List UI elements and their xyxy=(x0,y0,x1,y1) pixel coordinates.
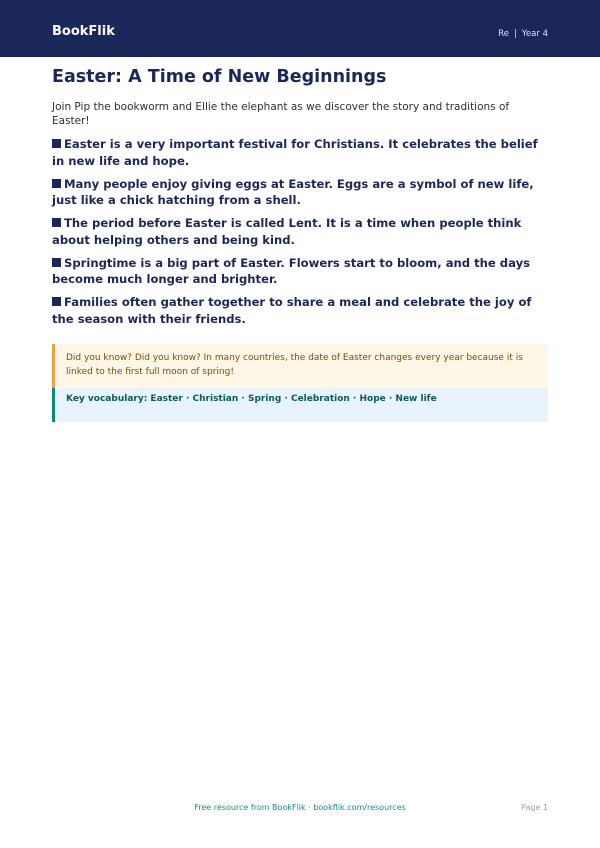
list-item xyxy=(52,294,548,327)
point-text: Springtime is a big part of Easter. Flowers start to bloom, and the days become much longer and brighter. xyxy=(52,255,531,286)
point-text: Families often gather together to share a meal and celebrate the joy of the season with their friends. xyxy=(52,295,532,326)
list-item xyxy=(52,136,548,169)
header-meta xyxy=(498,28,548,40)
page-number: Page 1 xyxy=(521,803,548,812)
brand-logo: BookFlik xyxy=(52,24,115,39)
square-bullet-icon xyxy=(52,258,61,267)
square-bullet-icon xyxy=(52,179,61,188)
key-vocabulary-box: Key vocabulary: Easter · Christian · Spring · Celebration · Hope · New life xyxy=(52,388,548,422)
list-item xyxy=(52,255,548,288)
did-you-know-callout: Did you know? Did you know? In many countries, the date of Easter changes every year because it is linked to the first full moon of spring! xyxy=(52,344,548,388)
square-bullet-icon xyxy=(52,139,61,148)
square-bullet-icon xyxy=(52,297,61,306)
meta-separator: | xyxy=(514,29,517,39)
key-points-list xyxy=(52,136,548,327)
year-label: Year 4 xyxy=(521,29,548,39)
square-bullet-icon xyxy=(52,218,61,227)
point-text: Easter is a very important festival for Christians. It celebrates the belief in new life and hope. xyxy=(52,137,538,168)
point-text: The period before Easter is called Lent. It is a time when people think about helping others and being kind. xyxy=(52,216,522,247)
point-text: Many people enjoy giving eggs at Easter. Eggs are a symbol of new life, just like a chick hatching from a shell. xyxy=(52,176,534,207)
subject-label: Re xyxy=(498,29,510,39)
list-item xyxy=(52,176,548,209)
page-header xyxy=(0,0,600,57)
list-item xyxy=(52,215,548,248)
intro-text: Join Pip the bookworm and Ellie the elephant as we discover the story and traditions of Easter! xyxy=(52,101,510,127)
main-content xyxy=(52,66,548,422)
page-title: Easter: A Time of New Beginnings xyxy=(52,67,387,87)
footer-credit: Free resource from BookFlik · bookflik.com/resources xyxy=(194,803,406,812)
